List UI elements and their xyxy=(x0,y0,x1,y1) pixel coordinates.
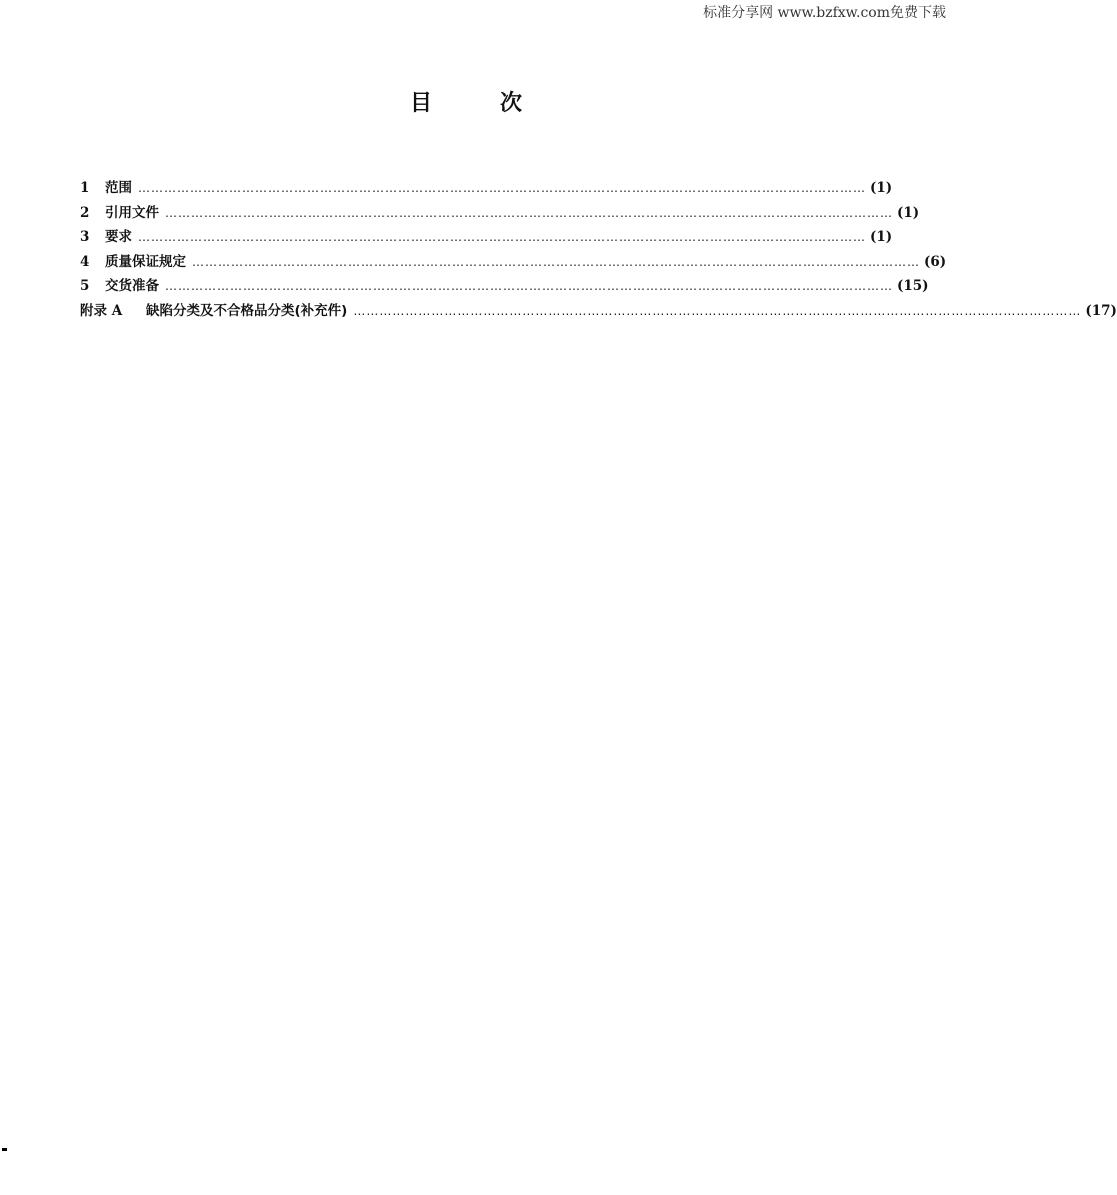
toc-leader-dots: …………………………………………………………………………………………………………………………………………………… xyxy=(353,303,1082,318)
toc-entry-page: (6) xyxy=(924,253,947,270)
table-of-contents xyxy=(80,176,1117,324)
toc-entry[interactable] xyxy=(80,250,947,275)
toc-leader-dots: …………………………………………………………………………………………………………………………………………………… xyxy=(192,254,920,269)
toc-leader-dots: …………………………………………………………………………………………………………………………………………………… xyxy=(165,205,893,220)
toc-entry[interactable] xyxy=(80,201,920,226)
toc-entry-number: 1 xyxy=(80,180,90,196)
toc-leader-dots: …………………………………………………………………………………………………………………………………………………… xyxy=(165,279,893,294)
toc-entry-page: (17) xyxy=(1085,302,1117,319)
toc-entry[interactable] xyxy=(80,299,1117,324)
toc-entry-title: 质量保证规定 xyxy=(105,253,186,270)
toc-leader-dots: …………………………………………………………………………………………………………………………………………………… xyxy=(138,181,866,195)
toc-entry-number: 4 xyxy=(80,253,90,270)
toc-entry-title: 交货准备 xyxy=(105,278,159,295)
page-title: 目次 xyxy=(409,91,590,116)
toc-entry-page: (15) xyxy=(897,278,929,295)
toc-entry-title: 缺陷分类及不合格品分类(补充件) xyxy=(146,302,348,319)
toc-entry[interactable] xyxy=(80,225,893,250)
toc-leader-dots: …………………………………………………………………………………………………………………………………………………… xyxy=(138,230,866,245)
toc-entry-number: 2 xyxy=(80,204,90,221)
scan-mark xyxy=(2,1148,7,1151)
toc-entry-title: 范围 xyxy=(105,180,132,196)
toc-entry-title: 要求 xyxy=(105,229,132,246)
toc-entry-page: (1) xyxy=(870,180,893,196)
toc-entry[interactable] xyxy=(80,176,893,201)
toc-entry-number: 附录 A xyxy=(80,302,123,319)
toc-entry-page: (1) xyxy=(870,229,893,246)
watermark-text: 标准分享网 www.bzfxw.com免费下载 xyxy=(703,5,946,21)
toc-entry-page: (1) xyxy=(897,204,920,221)
toc-entry-number: 5 xyxy=(80,278,90,295)
toc-entry[interactable] xyxy=(80,274,929,299)
toc-entry-number: 3 xyxy=(80,229,90,246)
toc-entry-title: 引用文件 xyxy=(105,204,159,221)
